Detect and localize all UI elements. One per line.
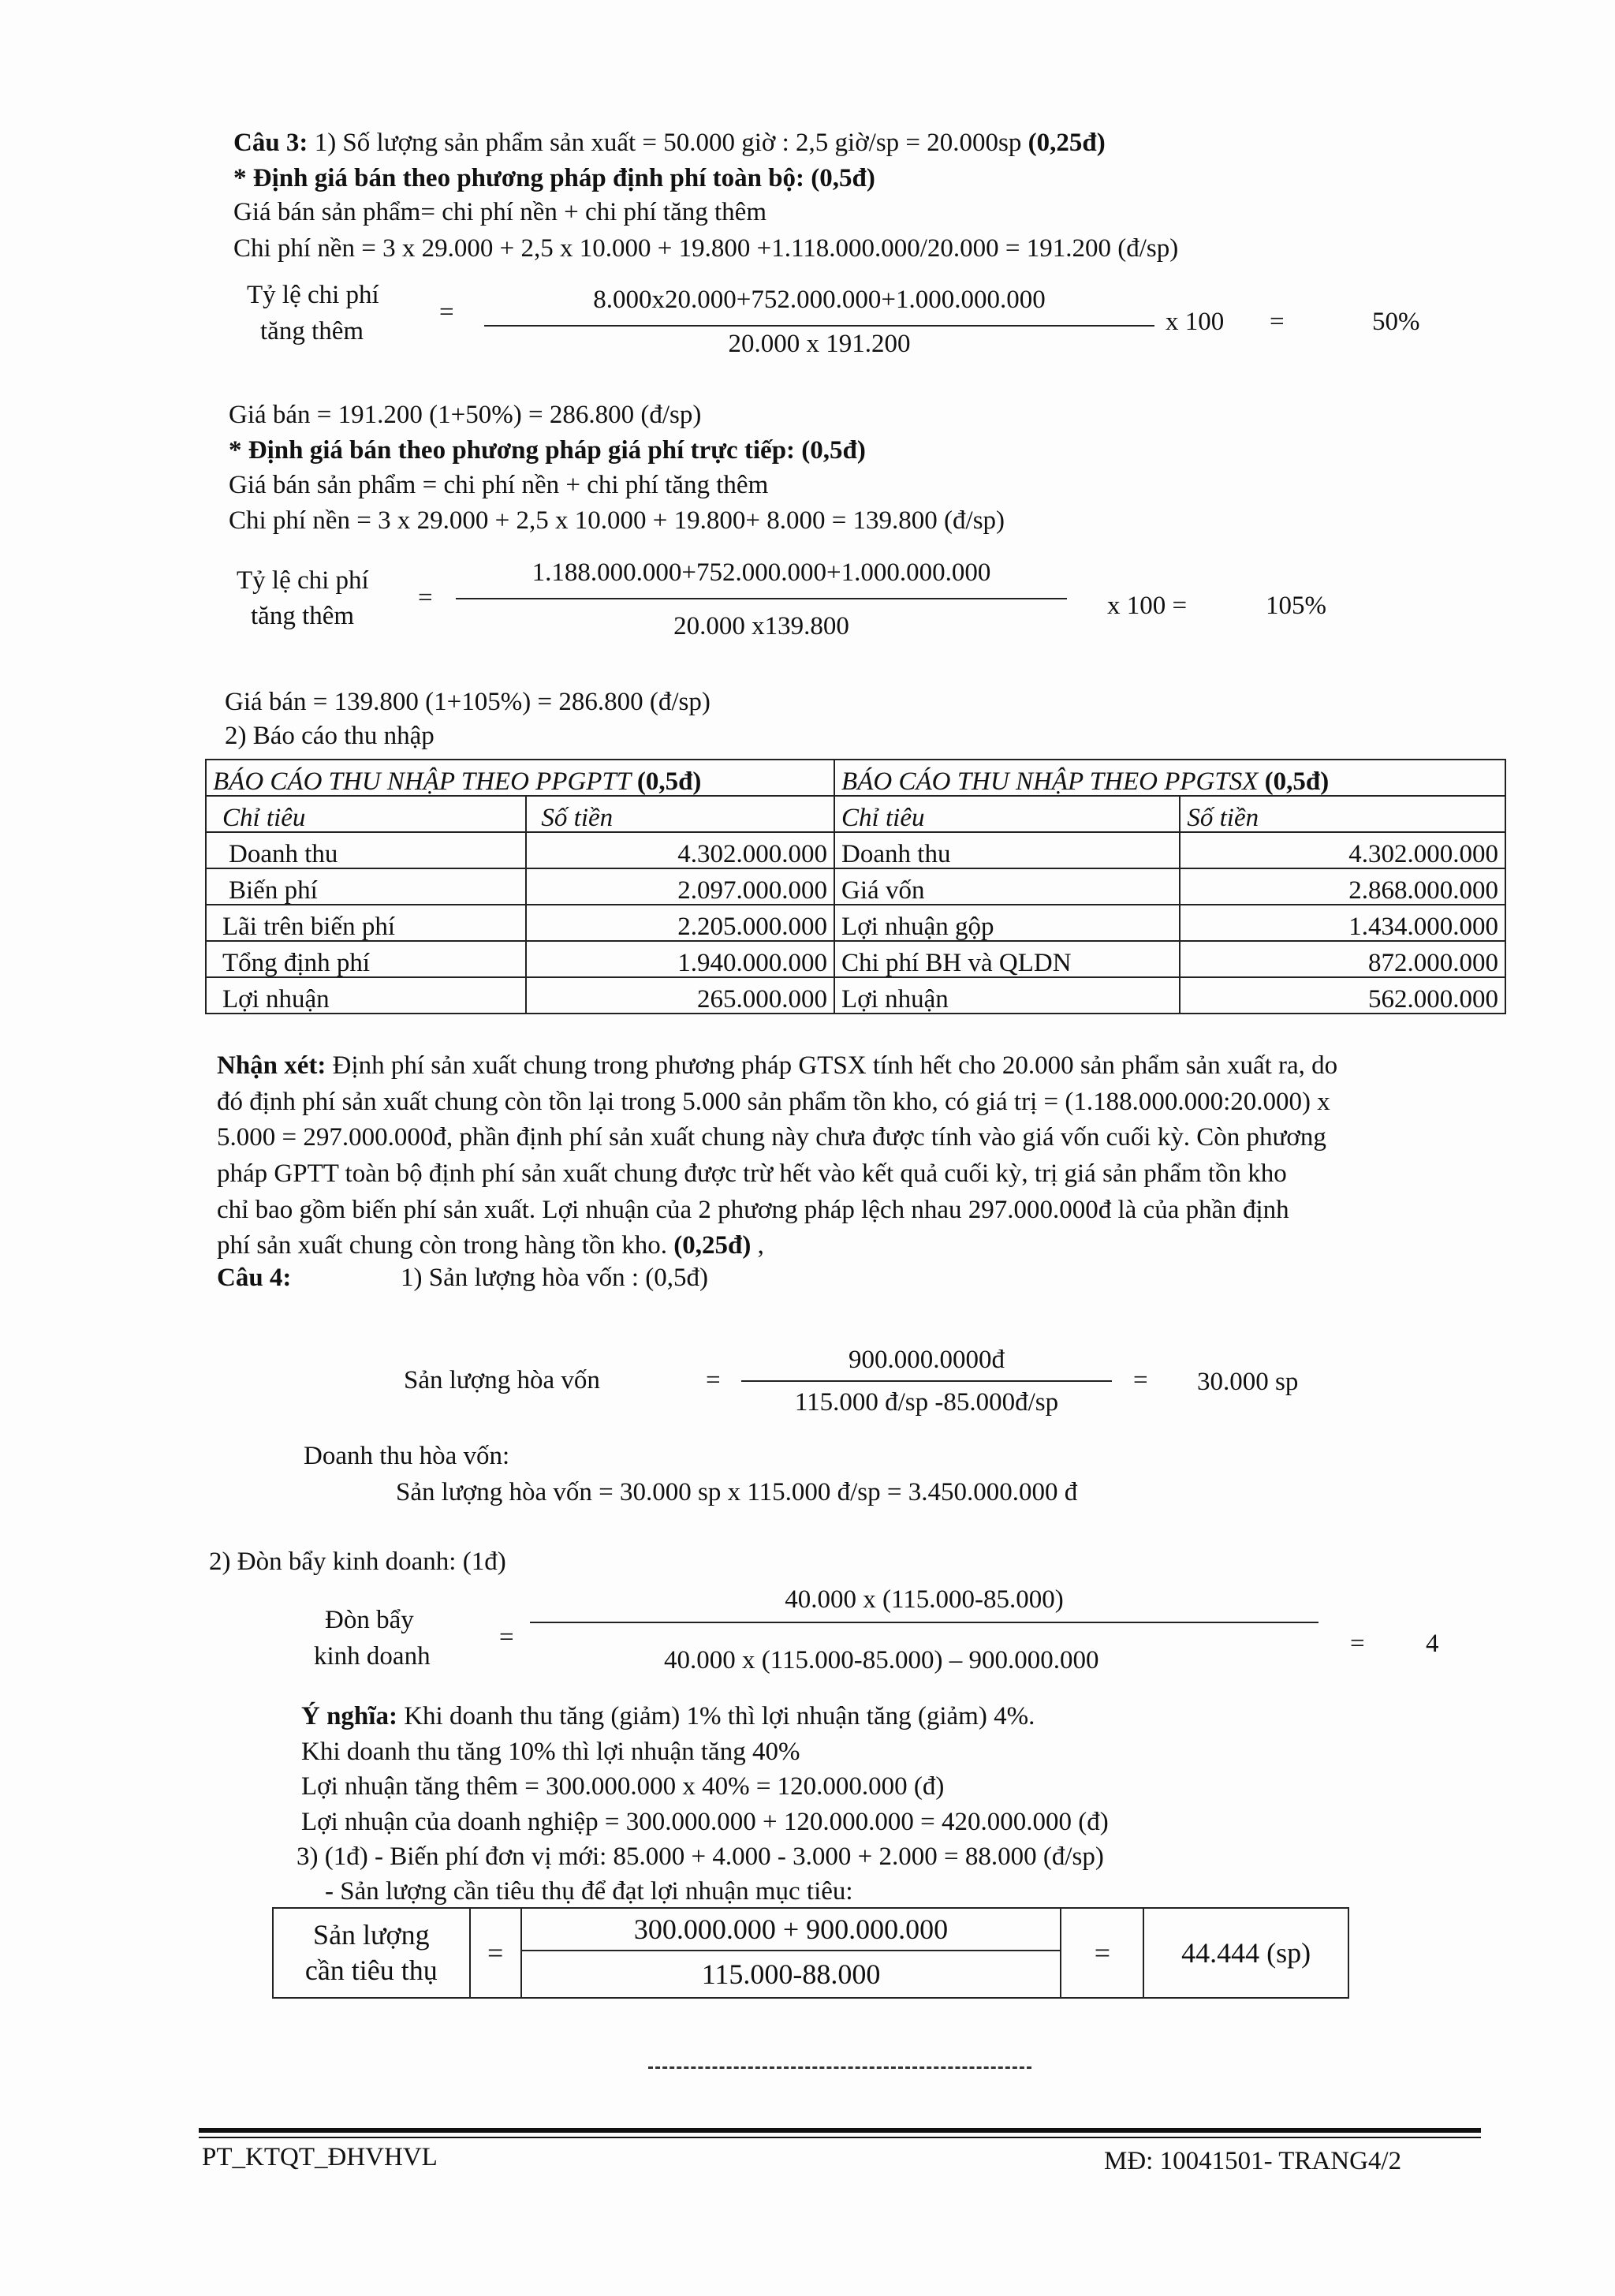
full-ratio-denominator: 20.000 x 191.200: [728, 330, 911, 358]
breakeven-bar: [741, 1380, 1112, 1382]
q4-part2: 2) Đòn bẩy kinh doanh: (1đ): [209, 1547, 506, 1576]
full-cost-heading: * Định giá bán theo phương pháp định phí toàn bộ: (0,5đ): [233, 164, 875, 192]
left-amount: 2.097.000.000: [526, 868, 834, 905]
left-report-title: BÁO CÁO THU NHẬP THEO PPGPTT (0,5đ): [206, 760, 834, 796]
table-header-row: [206, 796, 1505, 832]
left-amount: 265.000.000: [526, 977, 834, 1014]
direct-ratio-denominator: 20.000 x139.800: [673, 612, 849, 640]
target-eq2: =: [1061, 1908, 1143, 1998]
target-label: Sản lượng cần tiêu thụ: [273, 1908, 470, 1998]
comment-label: Nhận xét:: [217, 1051, 326, 1080]
full-ratio-eq2: =: [1270, 308, 1285, 336]
target-denominator: 115.000-88.000: [521, 1951, 1061, 1998]
right-amount: 4.302.000.000: [1180, 832, 1505, 868]
footer-right: MĐ: 10041501- TRANG4/2: [1104, 2147, 1402, 2175]
revenue-calc: Sản lượng hòa vốn = 30.000 sp x 115.000 đ/sp = 3.450.000.000 đ: [396, 1478, 1078, 1506]
col-amount-right: Số tiền: [1180, 796, 1505, 832]
full-ratio-bar: [484, 325, 1154, 327]
direct-ratio-numerator: 1.188.000.000+752.000.000+1.000.000.000: [531, 558, 991, 587]
leverage-result: 4: [1426, 1630, 1439, 1658]
q4-line-e: - Sản lượng cần tiêu thụ để đạt lợi nhuận mục tiêu:: [325, 1877, 853, 1906]
left-item: Lợi nhuận: [206, 977, 526, 1014]
direct-price-formula: Giá bán sản phẩm = chi phí nền + chi phí tăng thêm: [229, 471, 769, 499]
leverage-bar: [530, 1622, 1318, 1623]
q4-label: Câu 4:: [217, 1264, 292, 1292]
left-item: Lãi trên biến phí: [206, 905, 526, 941]
leverage-eq: =: [499, 1623, 514, 1652]
direct-ratio-times: x 100 =: [1107, 592, 1188, 620]
q3-label: Câu 3:: [233, 129, 308, 157]
right-report-title: BÁO CÁO THU NHẬP THEO PPGTSX (0,5đ): [834, 760, 1505, 796]
breakeven-eq2: =: [1133, 1366, 1148, 1394]
revenue-label: Doanh thu hòa vốn:: [304, 1442, 510, 1470]
end-dashed-line: [648, 2066, 1031, 2069]
q3-line1-text: 1) Số lượng sản phẩm sản xuất = 50.000 giờ : 2,5 giờ/sp = 20.000sp: [308, 129, 1028, 157]
table-row: [206, 832, 1505, 868]
meaning-label: Ý nghĩa:: [301, 1702, 397, 1730]
full-ratio-numerator: 8.000x20.000+752.000.000+1.000.000.000: [593, 286, 1046, 314]
full-ratio-eq: =: [439, 298, 454, 327]
direct-base-cost: Chi phí nền = 3 x 29.000 + 2,5 x 10.000 + 19.800+ 8.000 = 139.800 (đ/sp): [229, 506, 1005, 535]
q3-line1: [233, 129, 1106, 159]
target-result: 44.444 (sp): [1143, 1908, 1348, 1998]
leverage-label-2: kinh doanh: [314, 1642, 431, 1671]
table-row: [206, 977, 1505, 1014]
full-ratio-times: x 100: [1166, 308, 1225, 336]
full-ratio-label-1: Tỷ lệ chi phí: [247, 281, 379, 309]
left-item: Biến phí: [206, 868, 526, 905]
col-item-right: Chỉ tiêu: [834, 796, 1180, 832]
breakeven-label: Sản lượng hòa vốn: [404, 1366, 600, 1394]
breakeven-result: 30.000 sp: [1197, 1368, 1299, 1396]
full-ratio-result: 50%: [1372, 308, 1420, 336]
leverage-numerator: 40.000 x (115.000-85.000): [785, 1585, 1064, 1614]
left-item: Doanh thu: [206, 832, 526, 868]
direct-price: Giá bán = 139.800 (1+105%) = 286.800 (đ/sp): [225, 688, 711, 716]
q4-part1: 1) Sản lượng hòa vốn : (0,5đ): [401, 1264, 709, 1292]
right-item: Doanh thu: [834, 832, 1180, 868]
footer-left: PT_KTQT_ĐHVHVL: [202, 2143, 438, 2171]
direct-ratio-label-2: tăng thêm: [251, 602, 355, 630]
col-item-left: Chỉ tiêu: [206, 796, 526, 832]
left-item: Tổng định phí: [206, 941, 526, 977]
table-row: [206, 941, 1505, 977]
right-amount: 2.868.000.000: [1180, 868, 1505, 905]
right-amount: 562.000.000: [1180, 977, 1505, 1014]
q4-line-d: 3) (1đ) - Biến phí đơn vị mới: 85.000 + 4.000 - 3.000 + 2.000 = 88.000 (đ/sp): [297, 1842, 1104, 1871]
direct-ratio-result: 105%: [1266, 592, 1326, 620]
left-amount: 1.940.000.000: [526, 941, 834, 977]
q3-line1-score: (0,25đ): [1028, 129, 1106, 157]
footer-rule-thick: [199, 2128, 1481, 2133]
right-amount: 1.434.000.000: [1180, 905, 1505, 941]
income-statement-table: [205, 759, 1506, 1014]
comment-line-1: Nhận xét: Định phí sản xuất chung trong phương pháp GTSX tính hết cho 20.000 sản phẩm sản xuất ra, do: [217, 1051, 1338, 1080]
right-item: Lợi nhuận: [834, 977, 1180, 1014]
q4-line-c: Lợi nhuận của doanh nghiệp = 300.000.000 + 120.000.000 = 420.000.000 (đ): [301, 1808, 1109, 1836]
left-amount: 2.205.000.000: [526, 905, 834, 941]
comment-line-5: chỉ bao gồm biến phí sản xuất. Lợi nhuận của 2 phương pháp lệch nhau 297.000.000đ là của phần định: [217, 1196, 1289, 1224]
meaning-line: Ý nghĩa: Khi doanh thu tăng (giảm) 1% thì lợi nhuận tăng (giảm) 4%.: [301, 1702, 1035, 1730]
full-price-formula: Giá bán sản phẩm= chi phí nền + chi phí tăng thêm: [233, 198, 766, 226]
right-amount: 872.000.000: [1180, 941, 1505, 977]
full-base-cost: Chi phí nền = 3 x 29.000 + 2,5 x 10.000 + 19.800 +1.118.000.000/20.000 = 191.200 (đ/sp): [233, 234, 1179, 263]
table-row: [206, 868, 1505, 905]
right-item: Chi phí BH và QLDN: [834, 941, 1180, 977]
leverage-eq2: =: [1350, 1630, 1365, 1658]
leverage-denominator: 40.000 x (115.000-85.000) – 900.000.000: [664, 1646, 1099, 1674]
comment-line-3: 5.000 = 297.000.000đ, phần định phí sản xuất chung này chưa được tính vào giá vốn cuối kỳ. Còn phương: [217, 1123, 1326, 1152]
comment-line-6: phí sản xuất chung còn trong hàng tồn kho. (0,25đ) ,: [217, 1231, 764, 1260]
target-output-box: [272, 1907, 1349, 1999]
table-title-row: [206, 760, 1505, 796]
direct-heading: * Định giá bán theo phương pháp giá phí trực tiếp: (0,5đ): [229, 436, 866, 465]
direct-ratio-eq: =: [418, 584, 433, 612]
q4-line-a: Khi doanh thu tăng 10% thì lợi nhuận tăng 40%: [301, 1738, 800, 1766]
target-numerator: 300.000.000 + 900.000.000: [521, 1908, 1061, 1951]
table-row: [206, 905, 1505, 941]
col-amount-left: Số tiền: [526, 796, 834, 832]
report-heading: 2) Báo cáo thu nhập: [225, 722, 435, 750]
full-ratio-label-2: tăng thêm: [260, 317, 364, 345]
direct-ratio-bar: [456, 598, 1067, 599]
target-eq: =: [470, 1908, 521, 1998]
comment-line-4: pháp GPTT toàn bộ định phí sản xuất chung được trừ hết vào kết quả cuối kỳ, trị giá sản phẩm tồn kho: [217, 1159, 1287, 1188]
leverage-label-1: Đòn bẩy: [325, 1606, 414, 1634]
breakeven-numerator: 900.000.0000đ: [849, 1346, 1005, 1374]
left-amount: 4.302.000.000: [526, 832, 834, 868]
direct-ratio-label-1: Tỷ lệ chi phí: [237, 566, 369, 595]
footer-rule-thin: [199, 2137, 1481, 2138]
breakeven-denominator: 115.000 đ/sp -85.000đ/sp: [794, 1388, 1059, 1417]
comment-line-2: đó định phí sản xuất chung còn tồn lại trong 5.000 sản phẩm tồn kho, có giá trị = (1.188.000.000:20.000) x: [217, 1088, 1330, 1116]
comment-score: (0,25đ): [673, 1231, 752, 1260]
breakeven-eq: =: [706, 1366, 721, 1394]
q4-line-b: Lợi nhuận tăng thêm = 300.000.000 x 40% = 120.000.000 (đ): [301, 1772, 945, 1801]
right-item: Giá vốn: [834, 868, 1180, 905]
full-price: Giá bán = 191.200 (1+50%) = 286.800 (đ/sp): [229, 401, 702, 429]
right-item: Lợi nhuận gộp: [834, 905, 1180, 941]
